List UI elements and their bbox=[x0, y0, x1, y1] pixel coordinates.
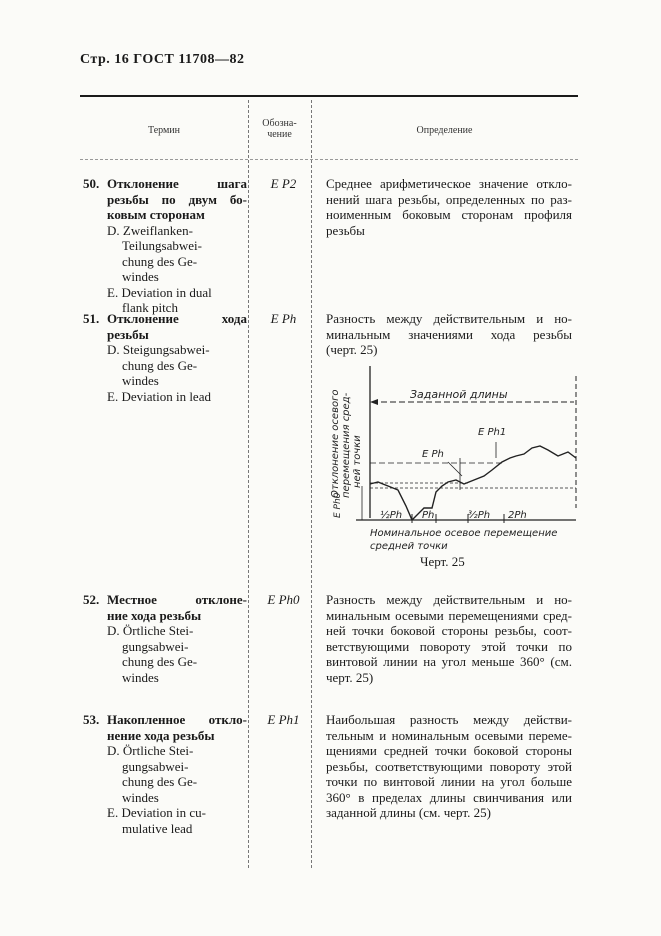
entry-definition bbox=[326, 592, 572, 685]
definition-line: 360° в пределах длины свинчивания или bbox=[326, 789, 572, 805]
term-ru-line: Накопленное откло- bbox=[107, 712, 247, 727]
entry-number: 52. bbox=[83, 592, 100, 607]
entry-term bbox=[107, 311, 247, 404]
figure-25 bbox=[318, 358, 580, 558]
y-axis-label bbox=[330, 390, 363, 498]
entry-symbol: E P2 bbox=[270, 176, 297, 191]
definition-line: заданной длины (см. черт. 25) bbox=[326, 805, 491, 820]
definition-line: черт. 25) bbox=[326, 669, 374, 685]
term-de-line: gungsabwei- bbox=[122, 638, 189, 654]
entry-term bbox=[107, 176, 247, 316]
x-axis-label-line-1: Номинальное осевое перемещение bbox=[370, 528, 558, 539]
eph0-label: E Ph0 bbox=[333, 492, 343, 518]
definition-line: винтовой линии на угол меньше 360° (см. bbox=[326, 654, 572, 669]
entry-number: 53. bbox=[83, 712, 100, 727]
term-ru-line: Отклонение хода bbox=[107, 311, 247, 326]
term-de-line: D. Steigungsabwei- bbox=[107, 342, 210, 357]
definition-line: резьбы bbox=[326, 222, 365, 238]
definition-line: минальным осевыми перемещениями сред- bbox=[326, 607, 572, 623]
y-axis-label-line-1: Отклонение осевого bbox=[330, 389, 341, 498]
term-de-line: windes bbox=[122, 789, 159, 805]
x-axis-label-line-2: средней точки bbox=[370, 541, 448, 552]
term-ru-line: Отклонение шага bbox=[107, 176, 247, 191]
term-de-line: D. Örtliche Stei- bbox=[107, 743, 194, 758]
term-ru-line: резьбы bbox=[107, 326, 149, 342]
x-tick-label: ½Ph bbox=[380, 510, 403, 521]
header-symbol-line-2: чение bbox=[267, 129, 292, 140]
table-header-rule bbox=[80, 159, 578, 160]
definition-line: тельным и номинальным осевыми переме- bbox=[326, 727, 572, 743]
term-en-line: E. Deviation in dual bbox=[107, 284, 212, 300]
entry-definition bbox=[326, 176, 572, 238]
x-tick-label: ³⁄₂Ph bbox=[468, 510, 491, 521]
term-ru-line: ковым сторонам bbox=[107, 207, 205, 222]
term-de-line: windes bbox=[122, 373, 159, 388]
term-de-line: chung des Ge- bbox=[122, 253, 198, 269]
term-en-line: E. Deviation in cu- bbox=[107, 805, 206, 820]
table-top-rule bbox=[80, 95, 578, 97]
entry-term bbox=[107, 592, 247, 685]
definition-line: ней точки боковой стороны резьбы, соот- bbox=[326, 623, 572, 638]
column-divider-left bbox=[248, 100, 249, 868]
y-axis-label-line-2: перемещения сред- bbox=[341, 392, 352, 498]
figure-caption: Черт. 25 bbox=[420, 554, 465, 569]
term-de-line: chung des Ge- bbox=[122, 654, 198, 669]
eph1-label: E Ph1 bbox=[478, 427, 507, 438]
term-de-line: gungsabwei- bbox=[122, 758, 189, 774]
entry-number: 50. bbox=[83, 176, 100, 191]
header-definition: Определение bbox=[416, 125, 473, 136]
term-de-line: chung des Ge- bbox=[122, 357, 198, 373]
definition-line: Разность между действительным и но- bbox=[326, 592, 572, 607]
entry-symbol: E Ph bbox=[270, 311, 297, 326]
term-de-line: windes bbox=[122, 269, 159, 284]
definition-line: точки по винтовой линии на угол больше bbox=[326, 774, 572, 789]
term-de-line: windes bbox=[122, 669, 159, 685]
definition-line: Среднее арифметическое значение откло- bbox=[326, 176, 572, 191]
y-axis-label-line-3: ней точки bbox=[352, 435, 363, 488]
length-arrow-head bbox=[370, 399, 378, 405]
definition-line: ветствующими повороту этой точки по bbox=[326, 638, 572, 654]
definition-line: щениями средней точки боковой стороны bbox=[326, 743, 572, 758]
term-ru-line: резьбы по двум бо- bbox=[107, 191, 247, 207]
term-ru-line: Местное отклоне- bbox=[107, 592, 247, 607]
x-tick-label: 2Ph bbox=[508, 510, 527, 521]
term-ru-line: нение хода резьбы bbox=[107, 727, 215, 743]
page-header: Стр. 16 ГОСТ 11708—82 bbox=[80, 52, 245, 67]
term-de-line: chung des Ge- bbox=[122, 774, 198, 789]
length-label: Заданной длины bbox=[410, 388, 508, 401]
entry-symbol: E Ph1 bbox=[267, 712, 300, 727]
term-en-line: flank pitch bbox=[122, 300, 178, 315]
entry-definition bbox=[326, 712, 572, 821]
eph-label: E Ph bbox=[422, 449, 444, 460]
header-symbol-line-1: Обозна- bbox=[262, 118, 297, 129]
term-de-line: D. Zweiflanken- bbox=[107, 222, 193, 238]
definition-line: (черт. 25) bbox=[326, 342, 378, 357]
header-terms: Термин bbox=[147, 125, 181, 136]
entry-definition bbox=[326, 311, 572, 358]
entry-number: 51. bbox=[83, 311, 100, 326]
column-divider-right bbox=[311, 100, 312, 868]
x-tick-label: Ph bbox=[422, 510, 435, 521]
term-en-line: E. Deviation in lead bbox=[107, 388, 211, 404]
term-ru-line: ние хода резьбы bbox=[107, 607, 202, 623]
entry-symbol: E Ph0 bbox=[267, 592, 300, 607]
definition-line: минальным значениями хода резьбы bbox=[326, 326, 572, 342]
definition-line: Разность между действительным и но- bbox=[326, 311, 572, 326]
definition-line: Наибольшая разность между действи- bbox=[326, 712, 572, 727]
header-symbol bbox=[248, 118, 311, 140]
definition-line: ноименным боковым сторонам профиля bbox=[326, 207, 572, 222]
entry-term bbox=[107, 712, 247, 836]
term-en-line: mulative lead bbox=[122, 820, 193, 836]
term-de-line: Teilungsabwei- bbox=[122, 238, 202, 253]
term-de-line: D. Örtliche Stei- bbox=[107, 623, 194, 638]
definition-line: резьбы, соответствующими повороту этой bbox=[326, 758, 572, 774]
definition-line: нений шага резьбы, определенных по раз- bbox=[326, 191, 572, 207]
